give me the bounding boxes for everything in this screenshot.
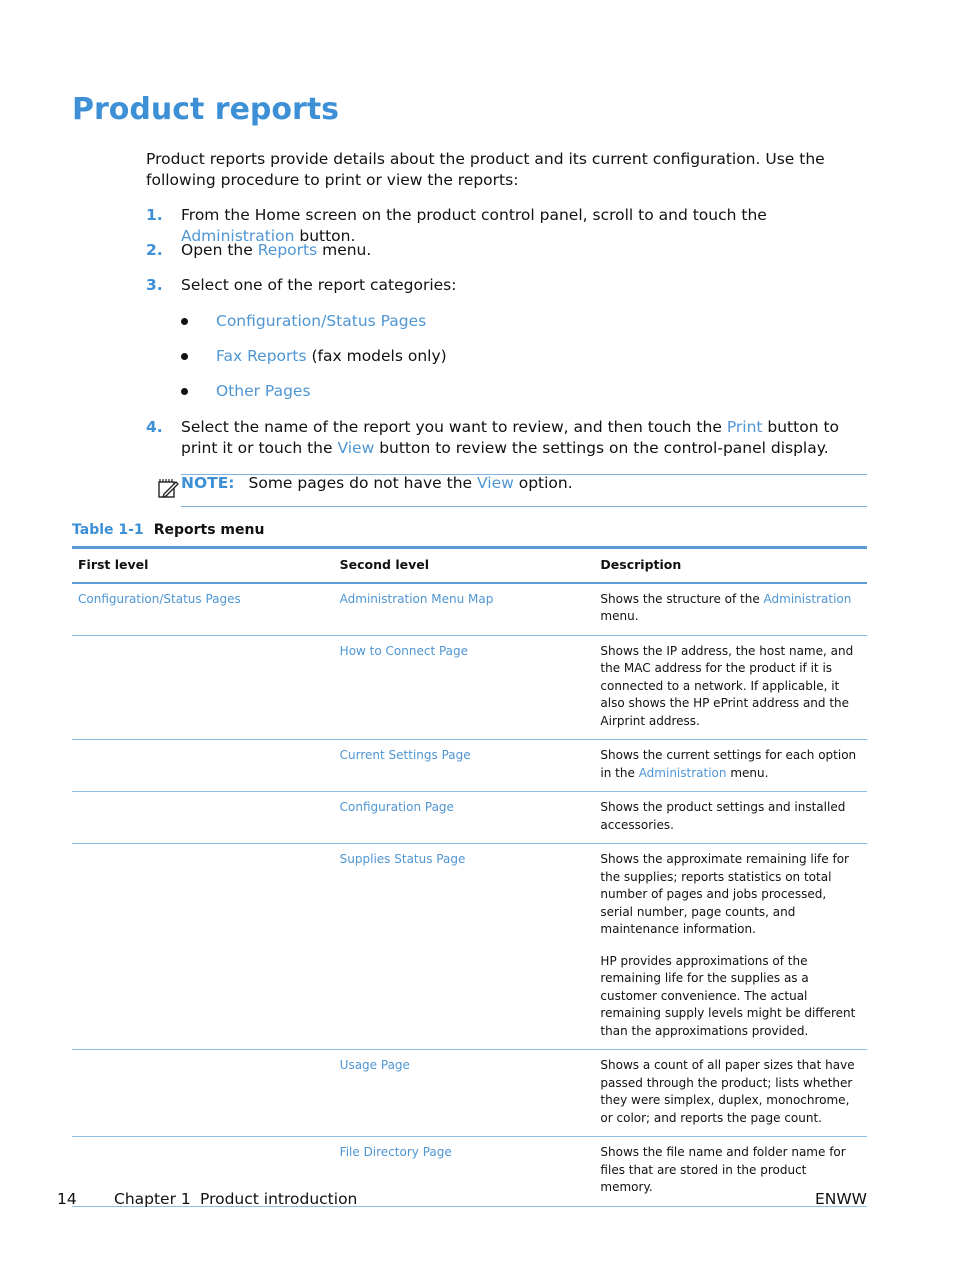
bullet-icon — [181, 353, 188, 360]
step-text: Select one of the report categories: — [181, 276, 457, 294]
note: NOTE: Some pages do not have the View option. — [181, 474, 573, 492]
step-number: 1. — [146, 206, 163, 224]
table-row — [72, 792, 867, 844]
administration-link[interactable]: Administration — [181, 227, 295, 245]
first-level-cell — [72, 740, 334, 792]
first-level-cell — [72, 792, 334, 844]
table-row — [72, 635, 867, 740]
fax-reports-link[interactable]: Fax Reports — [216, 347, 307, 365]
print-link[interactable]: Print — [726, 418, 763, 436]
view-link[interactable]: View — [337, 439, 375, 457]
step-3 — [146, 275, 866, 296]
step-number: 2. — [146, 241, 163, 259]
view-link[interactable]: View — [477, 474, 514, 492]
table-row — [72, 844, 867, 1050]
footer-chapter: Chapter 1 — [114, 1190, 191, 1208]
note-label: NOTE: — [181, 474, 235, 492]
other-pages-link[interactable]: Other Pages — [216, 382, 311, 400]
description-cell: Shows a count of all paper sizes that have passed through the product; lists whether they were simplex, duplex, monochrome, or color; and reports the page count. — [600, 1058, 855, 1125]
table-caption: Table 1-1 Reports menu — [72, 522, 265, 538]
footer-section: Product introduction — [200, 1190, 358, 1208]
description-cell: Shows the IP address, the host name, and the MAC address for the product if it is connected to a network. If applicable, it also shows the HP ePrint address and the Airprint address. — [600, 643, 854, 728]
bullet-icon — [181, 388, 188, 395]
table-row — [72, 583, 867, 636]
bullet-icon — [181, 318, 188, 325]
second-level-cell[interactable]: Usage Page — [339, 1058, 410, 1072]
page-number: 14 — [57, 1190, 77, 1208]
page-title: Product reports — [72, 92, 340, 127]
description-cell: Shows the file name and folder name for files that are stored in the product memory. — [600, 1145, 846, 1194]
footer-locale: ENWW — [814, 1190, 867, 1208]
description-cell: Shows the product settings and installed accessories. — [600, 800, 846, 832]
table-row — [72, 1137, 867, 1207]
step-number: 3. — [146, 276, 163, 294]
table-row — [72, 1050, 867, 1137]
note-icon — [157, 477, 179, 499]
second-level-cell[interactable]: Administration Menu Map — [339, 591, 494, 606]
second-level-cell[interactable]: How to Connect Page — [339, 643, 469, 658]
first-level-cell — [72, 1050, 334, 1137]
configuration-status-pages-link[interactable]: Configuration/Status Pages — [216, 312, 427, 330]
step-4 — [146, 417, 866, 459]
note-bottom-rule — [181, 506, 867, 507]
column-header: Description — [600, 557, 682, 572]
table-row — [72, 740, 867, 792]
description-cell: Shows the approximate remaining life for the supplies; reports statistics on total number of pages and jobs processed, serial number, page counts, and maintenance information. HP provides approximations of the remaining life for the supplies as a customer convenience. The actual remaining supply levels might be different than the approximations provided. — [600, 852, 856, 1038]
second-level-cell[interactable]: File Directory Page — [339, 1145, 452, 1159]
second-level-cell[interactable]: Configuration Page — [339, 800, 454, 814]
description-cell: Shows the structure of the Administration menu. — [600, 591, 852, 623]
first-level-cell — [72, 635, 334, 740]
intro-paragraph: Product reports provide details about the product and its current configuration. Use the following procedure to print or view the reports: — [146, 150, 825, 189]
step-number: 4. — [146, 418, 163, 436]
table-header-row — [72, 548, 867, 583]
column-header: First level — [78, 557, 149, 572]
reports-menu-table — [72, 546, 867, 1207]
step-text: Select the name of the report you want to review, and then touch the Print button to print it or touch the View button to review the settings on the control-panel display. — [181, 418, 840, 457]
description-cell: Shows the current settings for each option in the Administration menu. — [600, 748, 857, 780]
reports-link[interactable]: Reports — [257, 241, 318, 259]
step-2 — [146, 240, 866, 261]
administration-link[interactable]: Administration — [638, 765, 727, 780]
table-number: Table 1-1 — [72, 522, 144, 538]
administration-link[interactable]: Administration — [763, 591, 852, 606]
first-level-cell — [72, 844, 334, 1050]
second-level-cell[interactable]: Current Settings Page — [339, 748, 471, 762]
step-text: From the Home screen on the product control panel, scroll to and touch the Administration button. — [181, 206, 767, 245]
first-level-cell[interactable]: Configuration/Status Pages — [78, 591, 241, 606]
column-header: Second level — [339, 557, 430, 572]
step-text: Open the Reports menu. — [181, 241, 372, 259]
second-level-cell[interactable]: Supplies Status Page — [339, 852, 466, 866]
step-1 — [146, 205, 866, 245]
